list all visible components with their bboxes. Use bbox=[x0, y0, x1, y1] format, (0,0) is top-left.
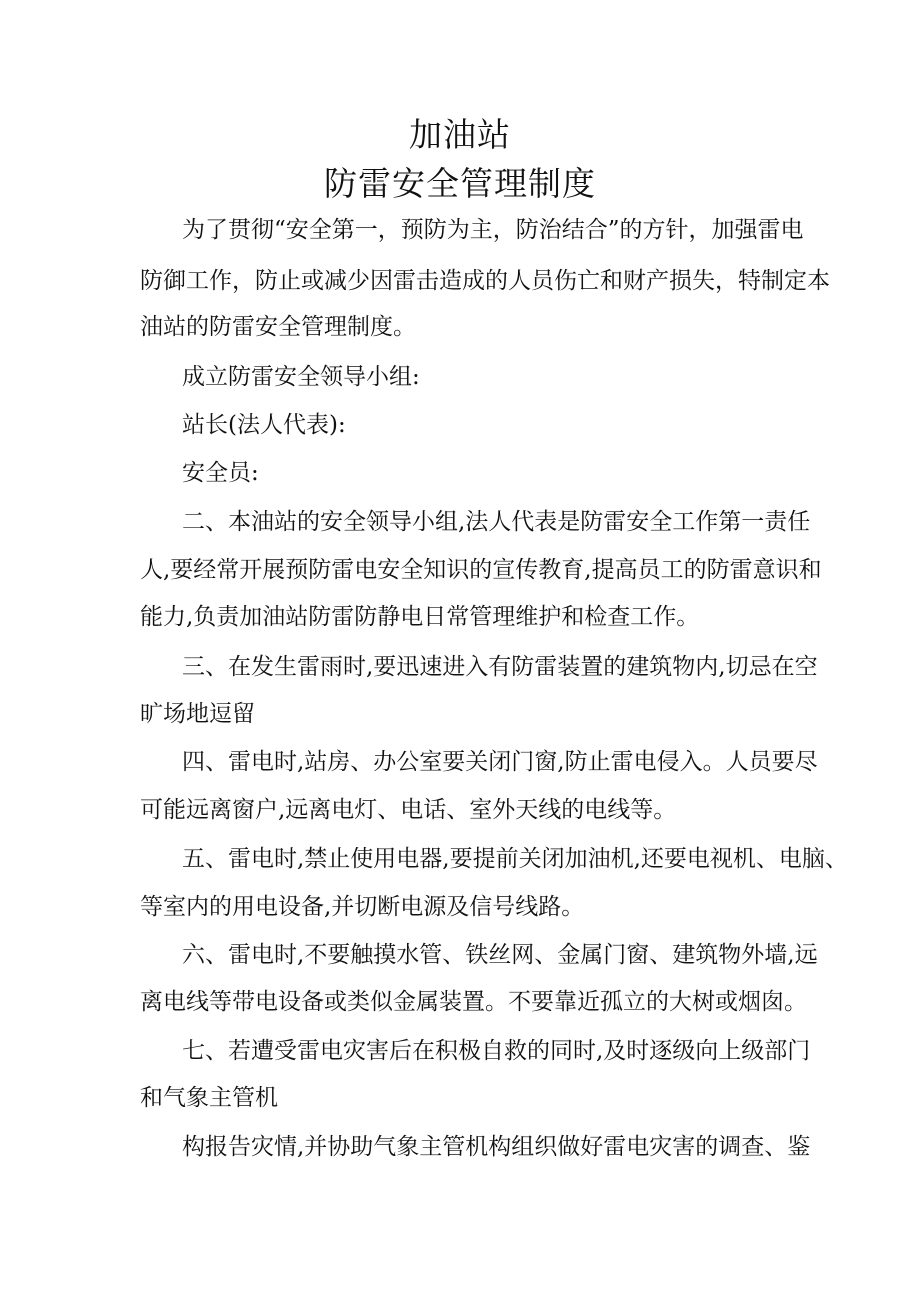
paragraph-line: 防御工作，防止或减少因雷击造成的人员伤亡和财产损失，特制定本 bbox=[140, 268, 830, 294]
paragraph-line: 可能远离窗户,远离电灯、电话、室外天线的电线等。 bbox=[140, 797, 677, 823]
paragraph-line: 站长(法人代表): bbox=[182, 412, 346, 438]
paragraph-line: 七、若遭受雷电灾害后在积极自救的同时,及时逐级向上级部门 bbox=[182, 1038, 811, 1064]
paragraph-line: 成立防雷安全领导小组: bbox=[182, 364, 420, 390]
paragraph-line: 四、雷电时,站房、办公室要关闭门窗,防止雷电侵入。人员要尽 bbox=[182, 749, 818, 775]
document-title-line-2: 防雷安全管理制度 bbox=[324, 164, 596, 203]
paragraph-line: 三、在发生雷雨时,要迅速进入有防雷装置的建筑物内,切忌在空 bbox=[182, 654, 818, 680]
paragraph-line: 六、雷电时,不要触摸水管、铁丝网、金属门窗、建筑物外墙,远 bbox=[182, 942, 818, 968]
paragraph-line: 旷场地逗留 bbox=[140, 701, 255, 727]
paragraph-line: 为了贯彻“安全第一，预防为主，防治结合”的方针，加强雷电 bbox=[182, 217, 804, 243]
paragraph-line: 安全员: bbox=[182, 460, 259, 486]
document-title-line-1: 加油站 bbox=[409, 115, 511, 154]
paragraph-line: 能力,负责加油站防雷防静电日常管理维护和检查工作。 bbox=[140, 604, 700, 630]
paragraph-line: 五、雷电时,禁止使用电器,要提前关闭加油机,还要电视机、电脑、 bbox=[182, 846, 848, 872]
paragraph-line: 构报告灾情,并协助气象主管机构组织做好雷电灾害的调查、鉴 bbox=[182, 1134, 811, 1160]
paragraph-line: 二、本油站的安全领导小组,法人代表是防雷安全工作第一责任 bbox=[182, 509, 811, 535]
paragraph-line: 等室内的用电设备,并切断电源及信号线路。 bbox=[140, 894, 585, 920]
paragraph-line: 人,要经常开展预防雷电安全知识的宣传教育,提高员工的防雷意识和 bbox=[140, 557, 822, 583]
paragraph-line: 离电线等带电设备或类似金属装置。不要靠近孤立的大树或烟囱。 bbox=[140, 989, 807, 1015]
paragraph-line: 和气象主管机 bbox=[140, 1085, 278, 1111]
paragraph-line: 油站的防雷安全管理制度。 bbox=[140, 314, 416, 340]
